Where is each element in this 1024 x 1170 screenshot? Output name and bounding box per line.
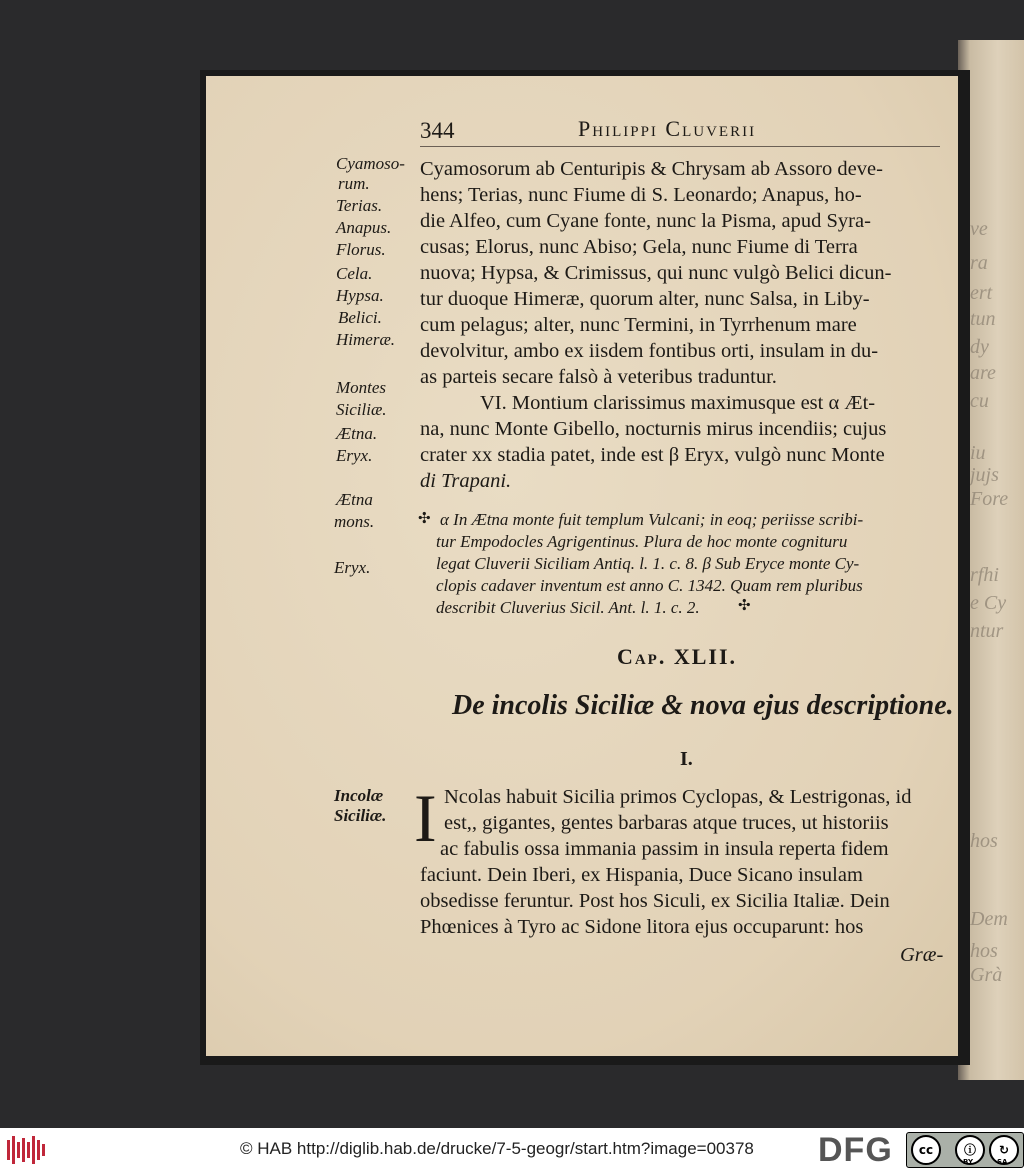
- ghost-text: dy: [970, 336, 989, 358]
- ghost-text: ve: [970, 218, 988, 240]
- by-person-icon: ⓘ: [955, 1135, 985, 1165]
- ghost-text: are: [970, 362, 996, 384]
- margin-note: Cela.: [336, 264, 373, 283]
- catchword: Græ-: [900, 944, 944, 966]
- text-line: est,, gigantes, gentes barbaras atque truces, ut historiis: [444, 812, 889, 834]
- footnote-line: legat Cluverii Siciliam Antiq. l. 1. c. 8. β Sub Eryce monte Cy-: [436, 554, 860, 573]
- ghost-text: hos: [970, 940, 998, 962]
- ghost-text: iu: [970, 442, 986, 464]
- margin-note: Florus.: [336, 240, 386, 259]
- text-line: cusas; Elorus, nunc Abiso; Gela, nunc Fiume di Terra: [420, 236, 858, 258]
- margin-note: Anapus.: [336, 218, 392, 237]
- text-line: as parteis secare falsò à veteribus traduntur.: [420, 366, 777, 388]
- margin-note: rum.: [338, 174, 370, 193]
- margin-note: Himeræ.: [336, 330, 396, 349]
- by-label: BY: [963, 1158, 974, 1166]
- margin-note: Terias.: [336, 196, 383, 215]
- text-line: crater xx stadia patet, inde est β Eryx, vulgò nunc Monte: [420, 444, 885, 466]
- text-line: tur duoque Himeræ, quorum alter, nunc Salsa, in Liby-: [420, 288, 870, 310]
- text-line: devolvitur, ambo ex iisdem fontibus orti, insulam in du-: [420, 340, 879, 362]
- page-number: 344: [420, 118, 455, 143]
- text-line: nuova; Hypsa, & Crimissus, qui nunc vulgò Belici dicun-: [420, 262, 892, 284]
- ghost-text: Fore: [970, 488, 1009, 510]
- text-line: faciunt. Dein Iberi, ex Hispania, Duce Sicano insulam: [420, 864, 863, 886]
- margin-note: Montes: [336, 378, 387, 397]
- footnote-line: clopis cadaver inventum est anno C. 1342. Quam rem pluribus: [436, 576, 863, 595]
- text-line: VI. Montium clarissimus maximusque est α Æt-: [480, 392, 876, 414]
- margin-note: Belici.: [338, 308, 382, 327]
- running-title: Philippi Cluverii: [578, 116, 757, 141]
- hab-logo-icon[interactable]: [6, 1136, 46, 1164]
- dfg-logo[interactable]: DFG: [818, 1131, 893, 1169]
- margin-note: Eryx.: [334, 558, 371, 577]
- chapter-subtitle: De incolis Siciliæ & nova ejus descriptione.: [452, 690, 954, 721]
- viewer-footer: [0, 1128, 1024, 1170]
- margin-note: Ætna: [336, 490, 373, 509]
- text-line: cum pelagus; alter, nunc Termini, in Tyrrhenum mare: [420, 314, 857, 336]
- ghost-text: ntur: [970, 620, 1004, 642]
- header-rule: [420, 146, 940, 147]
- ghost-text: tun: [970, 308, 996, 330]
- drop-cap: I: [414, 780, 437, 856]
- asterism-icon: ✣: [738, 598, 751, 614]
- margin-note: Siciliæ.: [334, 806, 387, 825]
- ghost-text: e Cy: [970, 592, 1007, 614]
- copyright-link[interactable]: © HAB http://diglib.hab.de/drucke/7-5-geogr/start.htm?image=00378: [240, 1139, 754, 1158]
- share-alike-icon: ↻: [989, 1135, 1019, 1165]
- ghost-text: Dem: [970, 908, 1008, 930]
- chapter-heading: Cap. XLII.: [616, 644, 738, 669]
- text-line: Phœnices à Tyro ac Sidone litora ejus occuparunt: hos: [420, 916, 864, 938]
- margin-note: Siciliæ.: [336, 400, 387, 419]
- margin-note: Cyamoso-: [336, 154, 405, 173]
- ghost-text: hos: [970, 830, 998, 852]
- asterism-icon: ✣: [418, 511, 431, 527]
- text-line: na, nunc Monte Gibello, nocturnis mirus incendiis; cujus: [420, 418, 887, 440]
- text-line: Ncolas habuit Sicilia primos Cyclopas, & Lestrigonas, id: [444, 786, 912, 808]
- margin-note: Incolæ: [334, 786, 384, 805]
- footnote-line: tur Empodocles Agrigentinus. Plura de hoc monte cognituru: [436, 532, 848, 551]
- ghost-text: ert: [970, 282, 993, 304]
- margin-note: mons.: [334, 512, 375, 531]
- text-line: di Trapani.: [420, 470, 512, 492]
- text-line: ac fabulis ossa immania passim in insula reperta fidem: [440, 838, 889, 860]
- text-line: die Alfeo, cum Cyane fonte, nunc la Pisma, apud Syra-: [420, 210, 871, 232]
- ghost-text: rfhi: [970, 564, 999, 586]
- footnote-line: describit Cluverius Sicil. Ant. l. 1. c. 2.: [436, 598, 700, 617]
- ghost-text: jujs: [970, 464, 999, 486]
- cc-icon: cc: [911, 1135, 941, 1165]
- footnote-line: α In Ætna monte fuit templum Vulcani; in eoq; periisse scribi-: [440, 510, 864, 529]
- cc-license-badge[interactable]: [906, 1132, 1024, 1168]
- ghost-text: ra: [970, 252, 988, 274]
- text-line: Cyamosorum ab Centuripis & Chrysam ab Assoro deve-: [420, 158, 883, 180]
- text-line: obsedisse feruntur. Post hos Siculi, ex Sicilia Italiæ. Dein: [420, 890, 890, 912]
- text-line: hens; Terias, nunc Fiume di S. Leonardo; Anapus, ho-: [420, 184, 862, 206]
- ghost-text: cu: [970, 390, 989, 412]
- margin-note: Eryx.: [336, 446, 373, 465]
- sa-label: SA: [997, 1158, 1008, 1166]
- margin-note: Ætna.: [336, 424, 378, 443]
- margin-note: Hypsa.: [336, 286, 384, 305]
- ghost-text: Grà: [970, 964, 1003, 986]
- section-number: I.: [680, 748, 693, 770]
